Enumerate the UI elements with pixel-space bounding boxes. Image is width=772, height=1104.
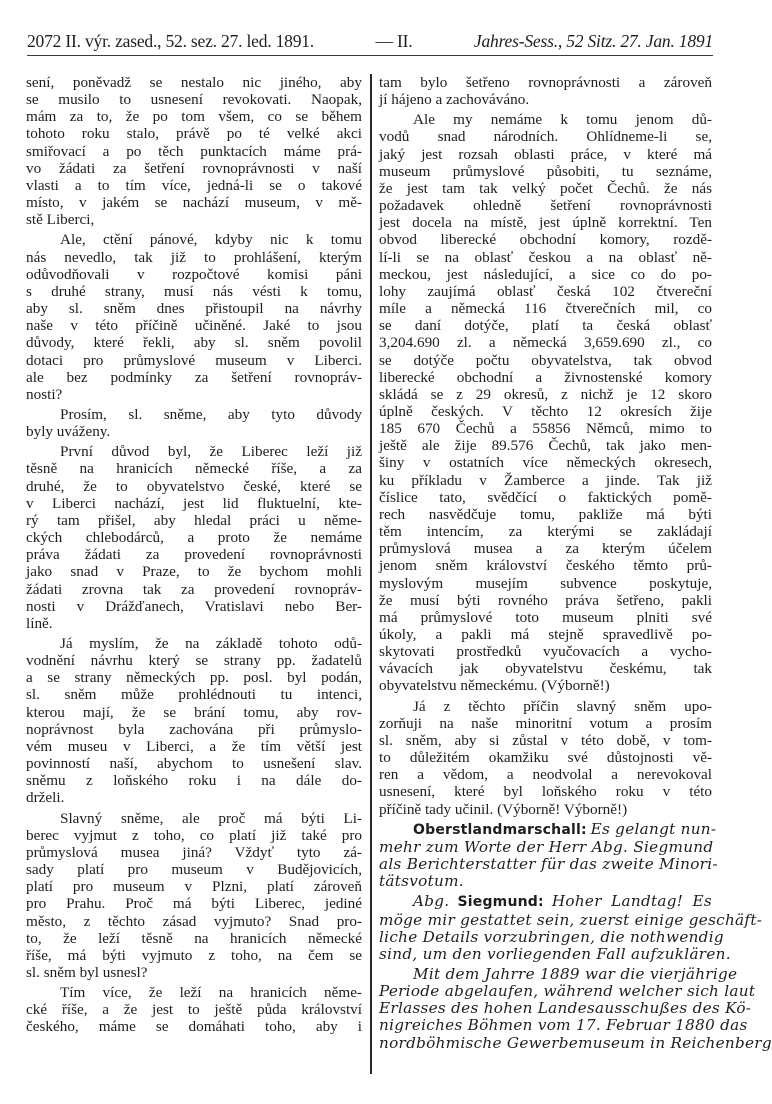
line-text: skládá se z 29 okresů, z nichž je 12 skoro [379,385,712,403]
line-text: als Berichterstatter für das zweite Minori- [379,855,718,874]
line-text: říše, má býti vyjmuto z toho, na čem se [26,946,362,964]
line-text: kterou mají, že se brání tomu, aby rov- [26,703,362,721]
text-line [26,495,362,512]
line-text: ku příkladu v Žamberce a jinde. Tak již [379,471,712,489]
speaker-name: Siegmund: [457,894,544,911]
line-text: museum průmyslové působiti, tu seznáme, [379,162,712,180]
text-line [379,249,712,266]
line-text: Erlasses des hohen Landesausschußes des Kö- [379,999,752,1018]
line-text: sl. sněm může prohlédnouti tu intenci, [26,686,362,704]
line-text: Ale, ctění pánové, kdyby nic k tomu [60,231,362,249]
text-line [379,317,712,334]
text-line [26,546,362,563]
text-line [379,540,712,557]
line-text: cké říše, a že jest to ještě půda království [26,1001,362,1019]
text-line [379,609,712,626]
text-line [379,783,712,800]
text-line [379,231,712,248]
line-text: úplně českých. V těchto 12 okresích žije [379,402,712,420]
line-text: Slavný sněme, ale proč má býti Li- [60,809,362,827]
text-line [26,947,362,964]
text-line [26,721,362,738]
line-text: berec vyjmut z toho, co platí již také pro [26,826,362,844]
text-line [26,652,362,669]
line-text: 185 670 Čechů a 55856 Němců, mimo to [379,420,712,438]
text-line [379,1033,772,1052]
text-line [26,108,362,125]
line-text: a se strany německých pp. posl. byl podán, [26,669,362,687]
text-line [379,352,712,369]
line-text: se daní dotýče, platí ta česká oblasť [379,317,712,335]
line-text: Hoher Landtag! Es [551,892,713,911]
line-text: požadavek ohledně šetření rovnoprávnosti [379,197,712,215]
text-line [379,214,712,231]
text-line [379,910,763,929]
text-line [379,128,712,145]
line-text: aby sl. sněm dnes přistoupil na návrhy [26,300,362,318]
text-line [26,125,362,142]
text-line [379,575,712,592]
text-line [26,878,362,895]
line-text: má průmyslové toto museum plniti své [379,608,712,626]
text-line [379,74,712,91]
line-text: míle a německá 116 čtverečních mil, co [379,300,712,318]
line-text: rech nasvědčuje tomu, pakliže má býti [379,505,712,523]
text-line [26,984,362,1001]
text-line [379,982,756,1001]
text-line [379,873,712,890]
line-text: ckých chlebodárců, a proto že nemáme [26,529,362,547]
line-text: vávacích jak obyvatelstvu českému, tak [379,660,712,678]
text-line [26,317,362,334]
text-line [26,512,362,529]
line-text: skytovati prostředků vyučovacích a vycho- [379,643,712,661]
text-line [26,211,362,228]
text-line [379,557,712,574]
text-line [379,454,712,471]
line-text: sněmu z loňského roku i na dále do- [26,772,362,790]
text-line [26,598,362,615]
text-line [379,283,712,300]
line-text: se musilo to usnesení revokovati. Naopak, [26,91,362,109]
text-line [379,489,712,506]
text-line [26,74,362,91]
text-line [379,1016,748,1035]
line-text: práva žádati za provedení rovnoprávnosti [26,546,362,564]
text-line [26,930,362,947]
line-text: Prosím, sl. sněme, aby tyto důvody [60,405,362,423]
line-text: jako snad v Praze, to že bychom mohli [26,563,362,581]
text-line [26,352,362,369]
text-line [26,283,362,300]
line-text: těsně na hranicích německé říše, a za [26,460,362,478]
line-text: liberecké obchodní a živnostenské komory [379,368,712,386]
header-separator: — II. [375,31,413,51]
speaker-name: Oberstlandmarschall: [413,821,587,838]
text-line [26,861,362,878]
line-text: ještě ale žije 89.576 Čechů, tak jako men- [379,437,712,455]
line-text: sind, um den vorliegenden Fall aufzuklären. [379,944,731,963]
text-line [379,266,712,283]
line-text: sl. sněm byl usnesl? [26,963,148,981]
line-text: se dotýče počtu obyvatelstva, tak obvod [379,351,712,369]
text-line [379,819,717,839]
line-text: 3,204.690 zl. a německá 3,659.690 zl., co [379,334,712,352]
speaker-title: Abg. [413,892,450,911]
text-line [26,266,362,283]
text-line [379,197,712,214]
line-text: sení, poněvadž se nestalo nic jiného, aby [26,74,362,91]
line-text: lohy zaujímá oblasť česká 102 čtvereční [379,282,712,300]
line-text: žádati zrovna tak za provedení rovnopráv- [26,580,362,598]
line-text: odůvodňovali v rozpočtové komisi páni [26,265,362,283]
left-column [26,74,362,1036]
text-line [26,895,362,912]
text-line [26,369,362,386]
text-line [26,194,362,211]
line-text: První důvod byl, že Liberec leží již [60,443,362,461]
line-text: tohoto roku stalo, právě po té velké akci [26,125,362,143]
line-text: vém museu v Liberci, a že tím větší jest [26,737,362,755]
text-line [26,686,362,703]
text-line [379,403,712,420]
line-text: jí hájeno a zachováváno. [379,91,530,109]
line-text: s druhé strany, musí nás vésti k tomu, [26,282,362,300]
line-text: noprávnost byla zachována při průmyslo- [26,720,362,738]
text-line [26,964,362,981]
line-text: stě Liberci, [26,211,95,229]
line-text: Ale my nemáme k tomu jenom dů- [413,111,712,129]
text-line [26,231,362,248]
text-line [26,300,362,317]
text-line [379,420,712,437]
line-text: příčině tady učinil. (Výborně! Výborně!) [379,800,628,818]
text-line [379,472,712,489]
text-line [379,91,712,108]
line-text: meckou, jest následující, a sice co do po- [379,265,712,283]
text-line [379,660,712,677]
text-line [26,772,362,789]
text-line [26,827,362,844]
text-line [379,111,712,128]
line-text: obvod liberecké obchodní komory, rozdě- [379,231,712,249]
text-line [26,635,362,652]
line-text: platí pro museum v Plzni, platí zároveň [26,878,362,896]
line-text: jaký jest rozsah oblasti práce, v které má [379,145,712,163]
text-line [379,732,712,749]
line-text: myslovým musejím subvence poskytuje, [379,574,712,592]
text-line [379,300,712,317]
line-text: že musí býti rovného práva šetřeno, pakli [379,591,712,609]
text-line [379,163,712,180]
line-text: Periode abgelaufen, während welcher sich laut [379,982,756,1001]
running-header [27,30,713,56]
line-text: mehr zum Worte der Herr Abg. Siegmund [379,837,714,856]
line-text: město, z těchto zásad vyjmuto? Snad pro- [26,912,362,930]
text-line [26,443,362,460]
column-divider [370,74,372,1074]
text-line [26,1001,362,1018]
text-line [26,844,362,861]
line-text: nordböhmische Gewerbemuseum in Reichenberg [379,1033,772,1052]
header-german: Jahres-Sess., 52 Sitz. 27. Jan. 1891 [473,31,713,51]
line-text: číslice tato, svědčící o faktických pomě- [379,488,712,506]
text-line [379,643,712,660]
line-text: byly uváženy. [26,423,111,441]
line-text: nigreiches Böhmen vom 17. Februar 1880 das [379,1016,748,1035]
line-text: naše v této příčině učiněné. Jaké to jsou [26,317,362,335]
line-text: Já myslím, že na základě tohoto odů- [60,635,362,652]
text-line [26,755,362,772]
text-line [379,146,712,163]
line-text: pro Prahu. Proč má býti Liberec, jediné [26,895,362,913]
line-text: zorňuji na naše minoritní votum a prosím [379,714,712,732]
line-text: průmyslová musea a za kterým účelem [379,540,712,558]
line-text: tätsvotum. [379,872,464,891]
text-line [379,766,712,783]
line-text: vodů snad národních. Ohlídneme-li se, [379,128,712,146]
text-line [379,592,712,609]
text-line [26,789,362,806]
line-text: mám za to, že po tom všem, co se během [26,108,362,126]
line-text: průmyslová musea jiná? Vždyť tyto zá- [26,843,362,861]
line-text: ale bez podmínky za šetření rovnopráv- [26,368,362,386]
line-text: ren a vědom, a neodvolal a nerevokoval [379,766,712,784]
text-line [26,563,362,580]
text-line [26,615,362,632]
line-text: lí-li se na oblasť českou a na oblasť ně- [379,248,712,266]
text-line [26,386,362,403]
text-line [26,423,362,440]
line-text: Tím více, že leží na hranicích něme- [60,984,362,1002]
text-line [379,369,712,386]
line-text: jest docela na místě, jest úplně korrektní. Ten [379,214,712,232]
right-column [379,74,772,1052]
text-line [379,944,731,963]
header-czech: 2072 II. výr. zased., 52. sez. 27. led. 1891. [27,31,314,51]
line-text: nás nevedlo, tak již to prohlášení, kterým [26,248,362,266]
text-line [379,999,752,1018]
line-text: nosti? [26,385,63,403]
text-line [379,927,724,946]
line-text: nosti v Drážďanech, Vratislavi nebo Ber- [26,597,362,615]
line-text: vodnění návrhu který se strany pp. žadatelů [26,652,362,670]
line-text: českého, máme se domáhati toho, aby i [26,1018,362,1036]
text-line [26,669,362,686]
line-text: tam bylo šetřeno rovnoprávnosti a zároveň [379,74,712,91]
text-line [379,964,738,983]
line-text: Es gelangt nun- [590,819,717,838]
text-line [26,913,362,930]
text-line [26,1018,362,1035]
line-text: vo žádati za šetření rovnoprávnosti v naší [26,159,362,177]
text-line [379,749,712,766]
text-line [26,249,362,266]
text-line [26,738,362,755]
line-text: vlasti a to tím více, jedná-li se o takové [26,176,362,194]
line-text: smiřovací a po těch punktacích máme prá- [26,142,362,160]
text-line [26,143,362,160]
line-text: to, že leží těsně na hranicích německé [26,929,362,947]
text-line [26,91,362,108]
line-text: rý tam přišel, aby hledal práci u něme- [26,511,362,529]
line-text: líně. [26,614,53,632]
line-text: povinností naší, abychom to usnešení slav. [26,755,362,773]
text-line [379,180,712,197]
line-text: místo, v jakém se nachází museum, v mě- [26,194,362,212]
text-line [26,160,362,177]
text-line [379,523,712,540]
line-text: Mit dem Jahrre 1889 war die vierjährige [413,964,738,983]
line-text: dotaci pro průmyslové museum v Liberci. [26,351,362,369]
line-text: usnesení, které byl loňského roku v této [379,783,712,801]
text-line [379,839,712,856]
line-text: to důležitém okamžiku své důstojnosti vě- [379,749,712,767]
text-line [379,855,718,874]
text-line [379,334,712,351]
text-line [26,460,362,477]
text-line [379,626,712,643]
line-text: Já z těchto příčin slavný sněm upo- [413,697,712,715]
line-text: jenom sněm království českého těmto prů- [379,557,712,575]
line-text: v Liberci nachází, jest lid fluktuelní, kte- [26,494,362,512]
text-line [26,529,362,546]
text-line [26,478,362,495]
text-line [379,437,712,454]
text-line [26,406,362,423]
text-line [379,801,712,818]
text-line [379,506,712,523]
line-text: obyvatelstvu německému. (Výborně!) [379,677,610,695]
line-text: liche Details vorzubringen, die nothwendig [379,927,724,946]
line-text: drželi. [26,789,65,807]
text-line [379,893,712,911]
text-line [26,177,362,194]
text-line [379,715,712,732]
line-text: důvody, které řekli, aby sl. sněm povolil [26,334,362,352]
text-line [26,334,362,351]
line-text: těm intencím, za kterými se zakládají [379,523,712,541]
line-text: möge mir gestattet sein, zuerst einige geschäft- [379,910,763,929]
text-line [379,677,712,694]
line-text: sl. sněm, aby si zůstal v této době, v tom- [379,731,712,749]
text-line [26,810,362,827]
line-text: druhé, že to obyvatelstvo české, které se [26,477,362,495]
line-text: úkoly, a pakli má stejně spravedlivě po- [379,626,712,643]
line-text: sady platí pro museum v Budějovicích, [26,861,362,879]
text-line [379,386,712,403]
text-line [26,704,362,721]
line-text: šiny v ostatních více německých okresech, [379,454,712,472]
line-text: že jest tam tak velký počet Čechů. že nás [379,179,712,197]
text-line [379,698,712,715]
text-line [26,581,362,598]
